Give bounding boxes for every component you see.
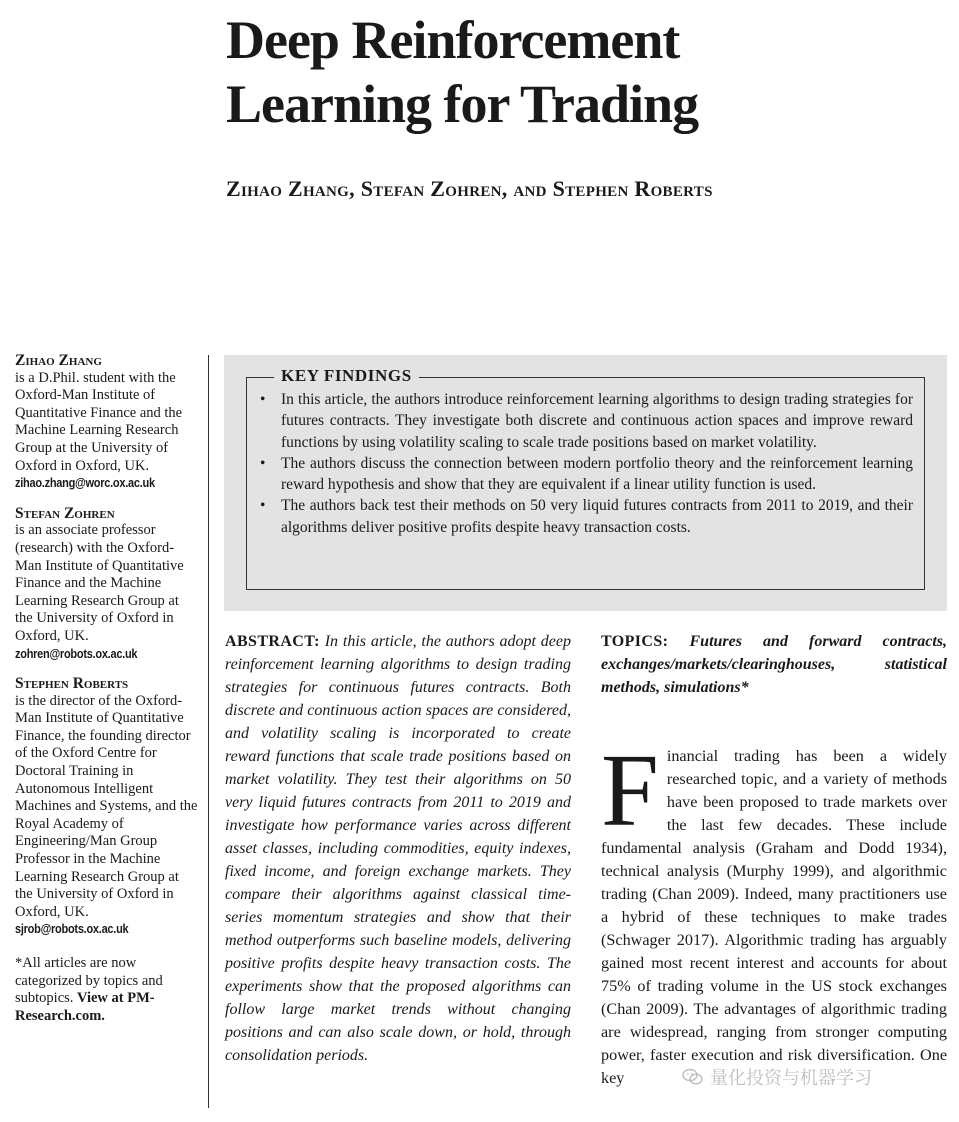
bullet-icon: • — [260, 454, 266, 472]
key-findings-title: KEY FINDINGS — [274, 366, 419, 386]
abstract-text: In this article, the authors adopt deep reinforcement learning algorithms to design trading strategies for continuous futures contracts. Both discrete and continuous action spaces are considered, and volatility scaling is incorporated to create reward functions that scale trade positions based on market volatility. They test their algorithms on 50 very liquid futures contracts from 2011 to 2019 and investigate how performance varies across different asset classes, including commodities, equity indexes, fixed income, and foreign exchange markets. They compare their algorithms against classical time-series momentum strategies and show that their method outperforms such baseline models, delivering positive profits despite heavy transaction costs. The experiments show that the proposed algorithms can follow large market trends without changing positions and can also scale down, or hold, through consolidation periods. — [225, 633, 572, 1064]
body-text: inancial trading has been a widely researched topic, and a variety of methods have been proposed to trade markets over the last few decades. These include fundamental analysis (Graham and Dodd 1934), technical analysis (Murphy 1999), and algorithmic trading (Chan 2009). Indeed, many practitioners use a hybrid of these techniques to make trades (Schwager 2017). Algorithmic trading has arguably gained most recent interest and accounts for about 75% of trading volume in the US stock exchanges (Chan 2009). The advantages of algorithmic trading are widespread, ranging from stronger computing power, faster execution and risk diversification. One key — [601, 747, 947, 1087]
author-name: Zihao Zhang — [15, 352, 102, 369]
key-finding-item — [257, 453, 913, 496]
author-bio-text: is the director of the Oxford-Man Institute of Quantitative Finance, the founding director of the Oxford Centre for Doctoral Training in Autonomous Intelligent Machines and Systems, and the Royal Academy of Engineering/Man Group Professor in the Machine Learning Research Group at the University of Oxford in Oxford, UK. — [15, 692, 198, 920]
author-bio-text: is a D.Phil. student with the Oxford-Man Institute of Quantitative Finance and the Machine Learning Research Group at the University of Oxford in Oxford, UK. — [15, 369, 183, 474]
body-paragraph — [601, 733, 947, 1090]
topics — [601, 630, 947, 699]
abstract-label: ABSTRACT: — [225, 633, 320, 650]
key-finding-text: In this article, the authors introduce reinforcement learning algorithms to design trading strategies for futures contracts. They investigate both discrete and continuous action spaces and improve reward functions by using volatility scaling to scale trade positions based on market volatility. — [281, 391, 913, 451]
author-name: Stefan Zohren — [15, 504, 115, 522]
author-email[interactable]: zihao.zhang@worc.ox.ac.uk — [15, 476, 155, 491]
wechat-icon — [682, 1068, 704, 1086]
author-bio-text: is an associate professor (research) with the Oxford-Man Institute of Quantitative Finance and the Machine Learning Research Group at the University of Oxford in Oxford, UK. — [15, 522, 184, 644]
topics-text: Futures and forward contracts, exchanges/markets/clearinghouses, statistical methods, simulations* — [601, 633, 947, 696]
author-sidebar — [15, 352, 200, 1025]
author-email[interactable]: sjrob@robots.ox.ac.uk — [15, 922, 129, 937]
author-byline: Zihao Zhang, Stefan Zohren, and Stephen Roberts — [226, 176, 713, 201]
abstract — [225, 630, 571, 1067]
bullet-icon: • — [260, 391, 266, 408]
author-bio-zhang — [15, 352, 200, 493]
author-bio-roberts — [15, 675, 200, 939]
author-bio-zohren — [15, 505, 200, 663]
key-finding-text: The authors discuss the connection between modern portfolio theory and the reinforcement learning reward hypothesis and show that they are equivalent if a linear utility function is used. — [281, 454, 913, 494]
drop-cap: F — [601, 733, 659, 848]
footnote-link[interactable]: View at PM-Research.com. — [15, 990, 155, 1024]
title-line-1: Deep Reinforcement — [226, 10, 680, 70]
title-line-2: Learning for Trading — [226, 74, 699, 134]
author-email[interactable]: zohren@robots.ox.ac.uk — [15, 646, 138, 661]
topics-label: TOPICS: — [601, 633, 669, 650]
footnote-text: *All articles are now categorized by topics and subtopics. — [15, 955, 163, 1007]
key-finding-item — [257, 495, 913, 538]
watermark-text: 量化投资与机器学习 — [710, 1068, 872, 1089]
key-finding-text: The authors back test their methods on 50 very liquid futures contracts from 2011 to 2019, and their algorithms deliver positive profits despite heavy transaction costs. — [281, 497, 913, 536]
bullet-icon: • — [260, 497, 266, 515]
article-title — [226, 8, 926, 136]
column-divider — [208, 355, 209, 1108]
topics-footnote — [15, 955, 200, 1025]
key-finding-item — [257, 389, 913, 453]
author-name: Stephen Roberts — [15, 675, 129, 693]
watermark — [682, 1066, 932, 1088]
key-findings-list — [257, 389, 913, 538]
